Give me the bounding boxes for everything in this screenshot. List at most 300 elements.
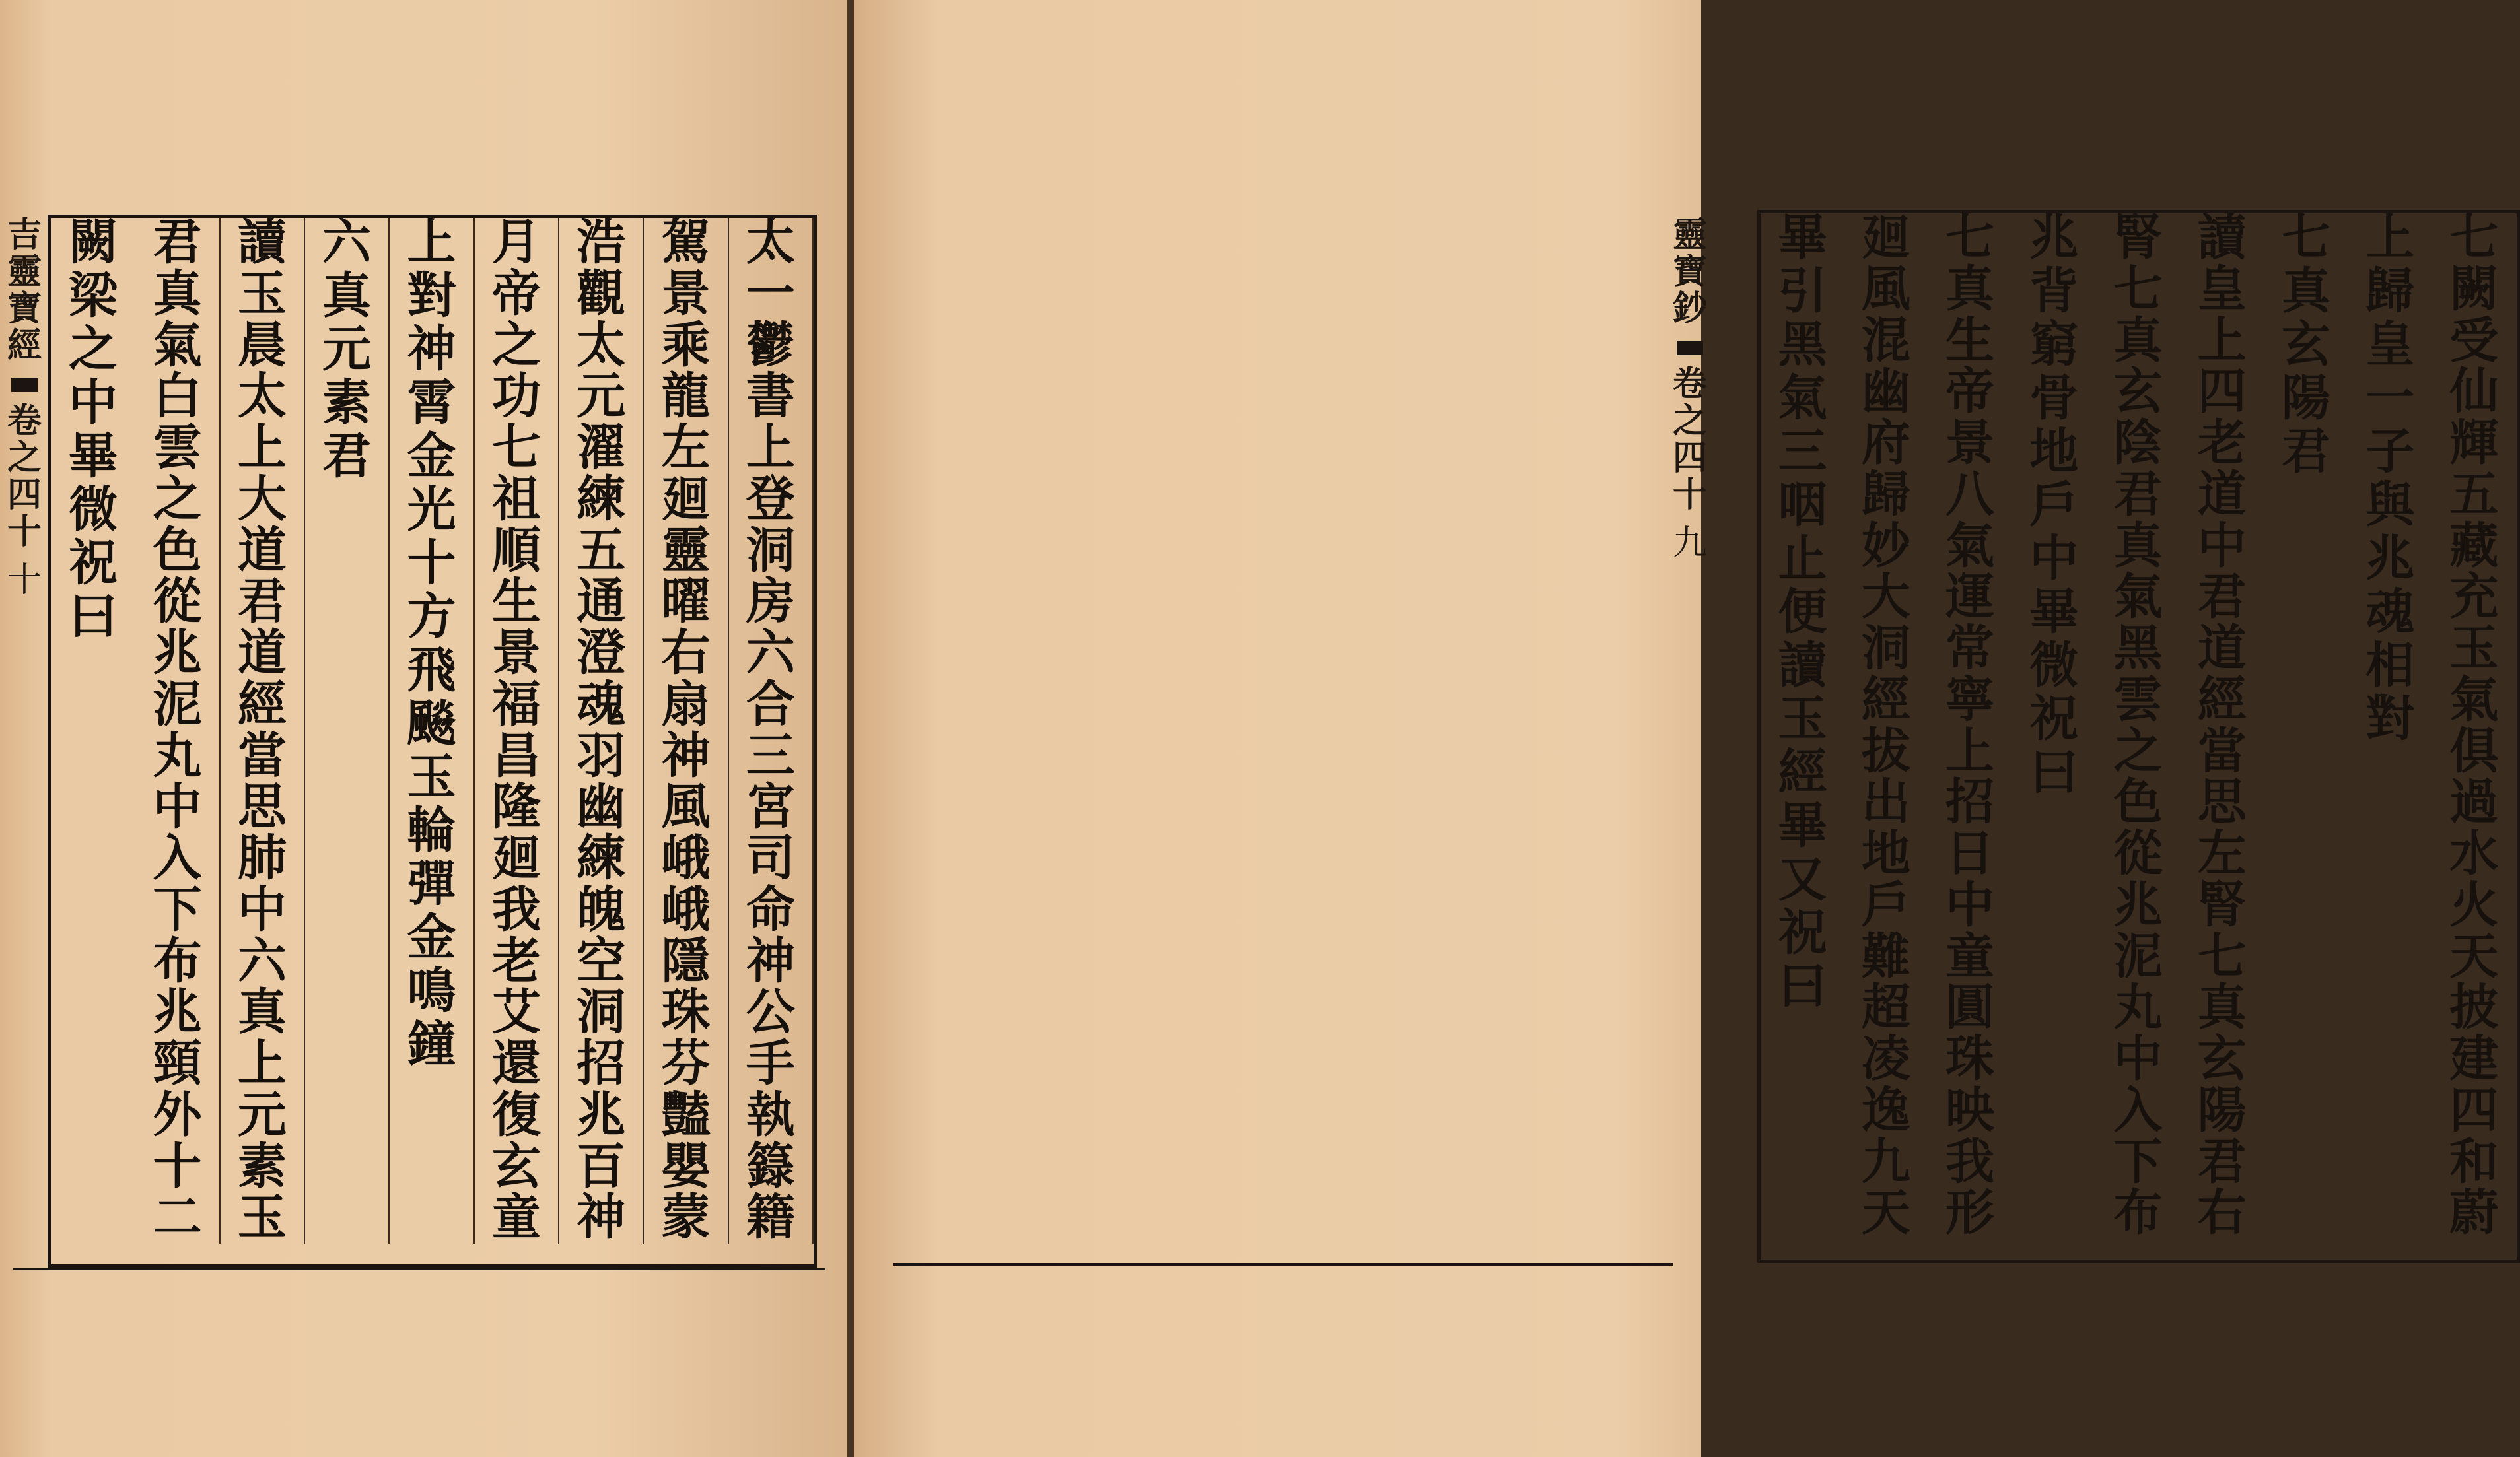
text-glyph: 鬱 (746, 316, 795, 374)
text-glyph: 芬 (661, 1035, 711, 1092)
text-glyph: 君 (322, 428, 372, 485)
right-text-column (2349, 209, 2433, 1240)
text-glyph: 布 (2113, 1184, 2163, 1242)
text-glyph: 氣 (1945, 517, 1995, 574)
text-glyph: 幽 (1861, 363, 1910, 421)
text-glyph: 神 (407, 321, 456, 378)
text-glyph: 背 (2029, 263, 2079, 320)
text-glyph: 皇 (2365, 316, 2415, 373)
text-glyph: 丸 (153, 727, 202, 784)
right-text-frame (1757, 210, 2520, 1263)
margin-glyph: 十 (7, 512, 42, 552)
text-glyph: 太 (237, 368, 287, 425)
right-text-column (2433, 209, 2517, 1242)
text-glyph: 讀 (237, 214, 287, 271)
text-glyph: 鳴 (407, 963, 456, 1019)
text-glyph: 二 (153, 1189, 202, 1246)
text-glyph: 寧 (1945, 671, 1995, 728)
text-glyph: 思 (237, 778, 287, 836)
text-glyph: 讀 (2197, 209, 2247, 266)
margin-glyph: 靈 (1672, 215, 1707, 255)
text-glyph: 妙 (1861, 517, 1910, 574)
text-glyph: 畢 (2029, 584, 2079, 640)
text-glyph: 老 (2197, 415, 2247, 471)
text-glyph: 玉 (237, 1189, 287, 1246)
text-glyph: 映 (1945, 1081, 1995, 1139)
text-glyph: 大 (1861, 568, 1910, 626)
text-glyph: 祝 (69, 535, 118, 592)
text-glyph: 帝 (491, 265, 541, 322)
text-glyph: 太 (577, 316, 626, 374)
text-glyph: 混 (1861, 312, 1910, 369)
text-glyph: 峨 (661, 830, 711, 887)
text-glyph: 太 (746, 214, 795, 271)
text-glyph: 飈 (407, 695, 456, 752)
text-glyph: 司 (746, 830, 795, 887)
text-glyph: 豔 (661, 1086, 711, 1143)
text-glyph: 真 (237, 984, 287, 1041)
text-glyph: 曰 (2029, 744, 2079, 801)
text-glyph: 真 (2113, 312, 2163, 369)
text-glyph: 三 (746, 727, 795, 784)
text-glyph: 招 (577, 1035, 626, 1092)
text-glyph: 天 (2449, 928, 2499, 985)
margin-glyph: 經 (7, 325, 42, 366)
text-glyph: 兆 (153, 625, 202, 681)
fish-tail-mark (1677, 341, 1703, 355)
text-glyph: 對 (2365, 691, 2415, 747)
text-glyph: 扇 (661, 675, 711, 733)
text-glyph: 觀 (577, 265, 626, 322)
text-glyph: 玉 (237, 265, 287, 322)
text-glyph: 命 (746, 881, 795, 938)
text-glyph: 之 (2113, 722, 2163, 780)
text-glyph: 廻 (661, 470, 711, 527)
text-glyph: 經 (237, 675, 287, 733)
text-glyph: 七 (2197, 928, 2247, 985)
text-glyph: 四 (2197, 363, 2247, 421)
right-bottom-rule (893, 1263, 1673, 1266)
text-glyph: 形 (1945, 1184, 1995, 1242)
left-text-column (559, 214, 644, 1246)
text-glyph: 景 (661, 265, 711, 322)
text-glyph: 童 (491, 1189, 541, 1246)
text-glyph: 受 (2449, 312, 2499, 369)
margin-glyph: 十 (1672, 475, 1707, 515)
text-glyph: 腎 (2113, 209, 2163, 266)
text-glyph: 手 (746, 1035, 795, 1092)
text-glyph: 氣 (2113, 568, 2163, 626)
text-glyph: 鐘 (407, 1016, 456, 1073)
text-glyph: 道 (2197, 620, 2247, 677)
text-glyph: 地 (2029, 423, 2079, 480)
text-glyph: 子 (2365, 423, 2415, 480)
text-glyph: 生 (1945, 312, 1995, 369)
text-glyph: 泥 (2113, 928, 2163, 985)
text-glyph: 蔚 (2449, 1184, 2499, 1242)
text-glyph: 對 (407, 267, 456, 324)
text-glyph: 披 (2449, 979, 2499, 1036)
text-glyph: 真 (2113, 517, 2163, 574)
text-glyph: 中 (1945, 876, 1995, 933)
text-glyph: 靈 (661, 522, 711, 579)
text-glyph: 真 (2197, 979, 2247, 1036)
text-glyph: 元 (237, 1086, 287, 1143)
text-glyph: 兆 (577, 1086, 626, 1143)
left-text-column (644, 214, 728, 1246)
text-glyph: 魂 (577, 675, 626, 733)
text-glyph: 微 (2029, 637, 2079, 694)
text-glyph: 下 (2113, 1133, 2163, 1190)
text-glyph: 順 (491, 522, 541, 579)
text-glyph: 道 (237, 522, 287, 579)
text-glyph: 肺 (237, 830, 287, 887)
text-glyph: 神 (577, 1189, 626, 1246)
right-margin-title (1672, 215, 1707, 329)
text-glyph: 出 (1861, 774, 1910, 831)
left-margin-juan (7, 401, 42, 552)
text-glyph: 經 (2197, 671, 2247, 728)
text-glyph: 歸 (1861, 465, 1910, 523)
text-glyph: 嬰 (661, 1137, 711, 1195)
text-glyph: 上 (407, 214, 456, 271)
text-glyph: 六 (746, 625, 795, 681)
text-glyph: 府 (1861, 415, 1910, 471)
text-glyph: 色 (2113, 774, 2163, 831)
text-glyph: 練 (577, 470, 626, 527)
text-glyph: 和 (2449, 1133, 2499, 1190)
left-text-column (51, 214, 135, 1244)
text-glyph: 過 (2449, 774, 2499, 831)
text-glyph: 百 (577, 1137, 626, 1195)
text-glyph: 景 (1945, 415, 1995, 471)
text-glyph: 晨 (237, 316, 287, 374)
margin-glyph: 四 (7, 475, 42, 515)
text-glyph: 七 (2113, 260, 2163, 318)
left-text-column (390, 214, 474, 1244)
text-glyph: 招 (1945, 774, 1995, 831)
text-glyph: 我 (491, 881, 541, 938)
text-glyph: 素 (237, 1137, 287, 1195)
right-text-column (2013, 209, 2097, 1240)
text-glyph: 宮 (746, 778, 795, 836)
text-glyph: 玉 (407, 749, 456, 805)
text-glyph: 乘 (661, 316, 711, 374)
text-glyph: 氣 (1778, 370, 1827, 426)
text-glyph: 祖 (491, 470, 541, 527)
text-glyph: 十 (407, 535, 456, 592)
text-glyph: 微 (69, 481, 118, 538)
text-glyph: 輝 (2449, 415, 2499, 471)
text-glyph: 元 (322, 321, 372, 378)
text-glyph: 峨 (661, 881, 711, 938)
text-glyph: 五 (577, 522, 626, 579)
text-glyph: 兆 (2029, 209, 2079, 266)
text-glyph: 道 (237, 625, 287, 681)
text-glyph: 戶 (2029, 477, 2079, 533)
text-glyph: 之 (491, 316, 541, 374)
text-glyph: 生 (491, 573, 541, 630)
text-glyph: 洞 (1861, 620, 1910, 677)
text-glyph: 黑 (1778, 316, 1827, 373)
left-bottom-rule (13, 1268, 825, 1270)
text-glyph: 上 (237, 419, 287, 476)
text-glyph: 腎 (2197, 876, 2247, 933)
text-glyph: 素 (322, 374, 372, 431)
text-glyph: 昌 (491, 727, 541, 784)
text-glyph: 方 (407, 588, 456, 645)
text-glyph: 上 (237, 1035, 287, 1092)
margin-glyph: 之 (7, 438, 42, 478)
text-glyph: 俱 (2449, 722, 2499, 780)
left-text-column (475, 214, 559, 1246)
text-glyph: 幽 (577, 778, 626, 836)
right-text-column (1761, 209, 1844, 1240)
text-glyph: 運 (1945, 568, 1995, 626)
text-glyph: 蒙 (661, 1189, 711, 1246)
text-glyph: 闕 (69, 214, 118, 271)
text-glyph: 布 (153, 932, 202, 990)
text-glyph: 籙 (746, 1137, 795, 1195)
text-glyph: 君 (2197, 568, 2247, 626)
text-glyph: 三 (1778, 423, 1827, 480)
text-glyph: 下 (153, 881, 202, 938)
text-glyph: 從 (153, 573, 202, 630)
text-glyph: 皇 (2197, 260, 2247, 318)
text-glyph: 七 (1945, 209, 1995, 266)
text-glyph: 澄 (577, 625, 626, 681)
margin-glyph: 鈔 (1672, 288, 1707, 329)
text-glyph: 經 (1861, 671, 1910, 728)
text-glyph: 練 (577, 830, 626, 887)
text-glyph: 光 (407, 481, 456, 538)
text-glyph: 祝 (2029, 691, 2079, 747)
text-glyph: 魄 (577, 881, 626, 938)
text-glyph: 八 (1945, 465, 1995, 523)
text-glyph: 合 (746, 675, 795, 733)
text-glyph: 外 (153, 1086, 202, 1143)
text-glyph: 上 (2197, 312, 2247, 369)
text-glyph: 黑 (2113, 620, 2163, 677)
text-glyph: 相 (2365, 637, 2415, 694)
text-glyph: 左 (661, 419, 711, 476)
text-glyph: 金 (407, 428, 456, 485)
text-glyph: 童 (1945, 928, 1995, 985)
text-glyph: 君 (2197, 1133, 2247, 1190)
text-glyph: 龍 (661, 368, 711, 425)
text-glyph: 丸 (2113, 979, 2163, 1036)
text-glyph: 廻 (491, 830, 541, 887)
text-glyph: 浩 (577, 214, 626, 271)
text-glyph: 一 (2365, 370, 2415, 426)
text-glyph: 中 (2197, 517, 2247, 574)
text-glyph: 凌 (1861, 1031, 1910, 1087)
text-glyph: 便 (1778, 584, 1827, 640)
margin-glyph: 寶 (7, 288, 42, 329)
margin-glyph: 四 (1672, 438, 1707, 478)
right-text-column (2181, 209, 2264, 1242)
text-glyph: 玄 (491, 1137, 541, 1195)
text-glyph: 火 (2449, 876, 2499, 933)
text-glyph: 珠 (661, 984, 711, 1041)
text-glyph: 陽 (2197, 1081, 2247, 1139)
text-glyph: 右 (661, 625, 711, 681)
left-text-column (305, 214, 390, 1244)
right-page-margin (1667, 215, 1713, 564)
text-glyph: 景 (491, 625, 541, 681)
text-glyph: 祝 (1778, 904, 1827, 961)
text-glyph: 一 (746, 265, 795, 322)
text-glyph: 氣 (153, 316, 202, 374)
text-glyph: 復 (491, 1086, 541, 1143)
text-glyph: 真 (322, 267, 372, 324)
text-glyph: 止 (1778, 530, 1827, 587)
text-glyph: 上 (1945, 722, 1995, 780)
text-glyph: 咽 (1778, 477, 1827, 533)
text-glyph: 建 (2449, 1031, 2499, 1087)
text-glyph: 泥 (153, 675, 202, 733)
text-glyph: 逸 (1861, 1081, 1910, 1139)
text-glyph: 當 (237, 727, 287, 784)
text-glyph: 六 (237, 932, 287, 990)
text-glyph: 曰 (69, 588, 118, 645)
text-glyph: 風 (1861, 260, 1910, 318)
text-glyph: 陽 (2281, 370, 2330, 426)
text-glyph: 讀 (1778, 637, 1827, 694)
text-glyph: 彈 (407, 856, 456, 912)
text-glyph: 珠 (1945, 1031, 1995, 1087)
text-glyph: 玄 (2281, 316, 2330, 373)
text-glyph: 中 (237, 881, 287, 938)
text-glyph: 水 (2449, 825, 2499, 882)
text-glyph: 思 (2197, 774, 2247, 831)
text-glyph: 與 (2365, 477, 2415, 533)
text-glyph: 超 (1861, 979, 1910, 1036)
text-glyph: 充 (2449, 568, 2499, 626)
left-margin-title (7, 215, 42, 366)
text-glyph: 中 (2113, 1031, 2163, 1087)
text-glyph: 元 (577, 368, 626, 425)
text-glyph: 圓 (1945, 979, 1995, 1036)
text-glyph: 廻 (1861, 209, 1910, 266)
text-glyph: 玉 (2449, 620, 2499, 677)
text-glyph: 五 (2449, 465, 2499, 523)
text-glyph: 月 (491, 214, 541, 271)
text-glyph: 魂 (2365, 584, 2415, 640)
text-glyph: 歸 (2365, 263, 2415, 320)
right-text-column (2097, 209, 2181, 1242)
text-glyph: 兆 (2113, 876, 2163, 933)
text-glyph: 骨 (2029, 370, 2079, 426)
text-glyph: 濯 (577, 419, 626, 476)
text-glyph: 日 (1945, 825, 1995, 882)
text-glyph: 闕 (2449, 260, 2499, 318)
text-glyph: 七 (491, 419, 541, 476)
text-glyph: 當 (2197, 722, 2247, 780)
book-gutter (847, 0, 854, 1457)
text-glyph: 登 (746, 470, 795, 527)
text-glyph: 七 (2449, 209, 2499, 266)
text-glyph: 氣 (2449, 671, 2499, 728)
text-glyph: 右 (2197, 1184, 2247, 1242)
text-glyph: 頸 (153, 1035, 202, 1092)
text-glyph: 引 (1778, 263, 1827, 320)
text-glyph: 上 (2365, 209, 2415, 266)
right-folio: 九 (1672, 524, 1707, 563)
text-glyph: 真 (153, 265, 202, 322)
text-glyph: 窮 (2029, 316, 2079, 373)
text-glyph: 經 (1778, 744, 1827, 801)
text-glyph: 色 (153, 522, 202, 579)
left-text-column (135, 214, 220, 1246)
text-glyph: 中 (153, 778, 202, 836)
left-text-column (221, 214, 305, 1246)
text-glyph: 玄 (2197, 1031, 2247, 1087)
text-glyph: 兆 (153, 984, 202, 1041)
text-glyph: 大 (237, 470, 287, 527)
margin-glyph: 吉 (7, 215, 42, 255)
text-glyph: 中 (2029, 530, 2079, 587)
right-margin-juan (1672, 364, 1707, 515)
text-glyph: 左 (2197, 825, 2247, 882)
text-glyph: 君 (153, 214, 202, 271)
text-glyph: 九 (1861, 1133, 1910, 1190)
text-glyph: 房 (746, 573, 795, 630)
text-glyph: 戶 (1861, 876, 1910, 933)
text-glyph: 天 (1861, 1184, 1910, 1242)
text-glyph: 畢 (1778, 797, 1827, 854)
text-glyph: 又 (1778, 851, 1827, 908)
text-glyph: 兆 (2365, 530, 2415, 587)
left-page (0, 0, 847, 1457)
text-glyph: 洞 (746, 522, 795, 579)
text-glyph: 隆 (491, 778, 541, 836)
text-glyph: 之 (153, 470, 202, 527)
text-glyph: 隱 (661, 932, 711, 990)
text-glyph: 地 (1861, 825, 1910, 882)
text-glyph: 拔 (1861, 722, 1910, 780)
margin-glyph: 卷 (1672, 364, 1707, 404)
text-glyph: 羽 (577, 727, 626, 784)
right-page (854, 0, 2499, 1457)
text-glyph: 金 (407, 909, 456, 966)
text-glyph: 君 (2113, 465, 2163, 523)
text-glyph: 從 (2113, 825, 2163, 882)
left-text-column (729, 214, 814, 1246)
text-glyph: 老 (491, 932, 541, 990)
text-glyph: 君 (2281, 423, 2330, 480)
text-glyph: 入 (2113, 1081, 2163, 1139)
right-text-column (2264, 209, 2348, 1240)
text-glyph: 藏 (2449, 517, 2499, 574)
text-glyph: 艾 (491, 984, 541, 1041)
text-glyph: 畢 (69, 428, 118, 485)
text-glyph: 還 (491, 1035, 541, 1092)
text-glyph: 入 (153, 830, 202, 887)
text-glyph: 公 (746, 984, 795, 1041)
text-glyph: 福 (491, 675, 541, 733)
text-glyph: 雲 (2113, 671, 2163, 728)
text-glyph: 白 (153, 368, 202, 425)
text-glyph: 梁 (69, 267, 118, 324)
margin-glyph: 之 (1672, 401, 1707, 441)
text-glyph: 畢 (1778, 209, 1827, 266)
text-glyph: 中 (69, 374, 118, 431)
text-glyph: 玄 (2113, 363, 2163, 421)
text-glyph: 仙 (2449, 363, 2499, 421)
text-glyph: 六 (322, 214, 372, 271)
text-glyph: 霄 (407, 374, 456, 431)
